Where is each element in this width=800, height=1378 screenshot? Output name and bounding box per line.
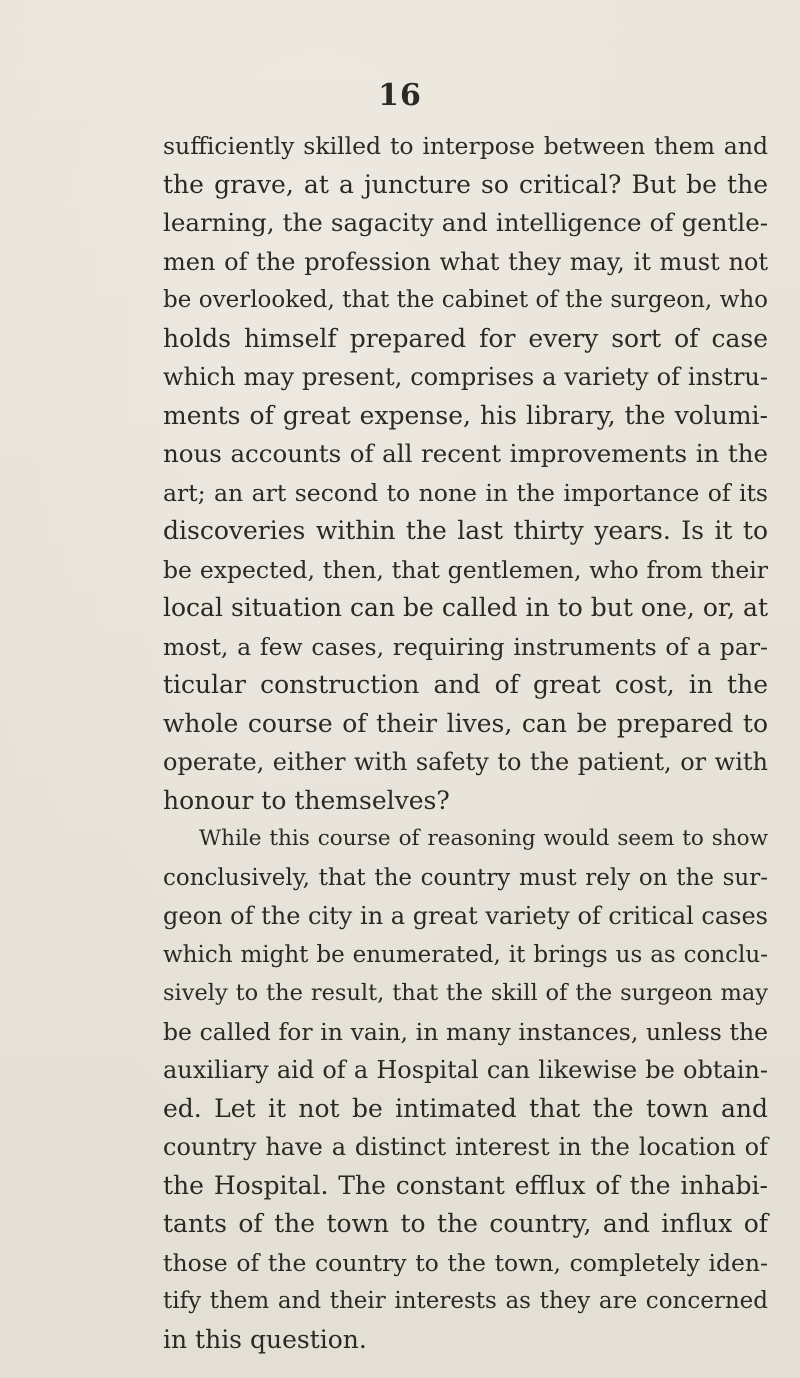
text-line: be overlooked, that the cabinet of the surgeon, who bbox=[163, 287, 768, 313]
body-text bbox=[163, 127, 768, 1359]
text-line: auxiliary aid of a Hospital can likewise be obtain- bbox=[163, 1056, 768, 1084]
text-line: sufficiently skilled to interpose between them and bbox=[163, 132, 768, 160]
text-line: learning, the sagacity and intelligence of gentle- bbox=[163, 208, 768, 237]
text-line: discoveries within the last thirty years. Is it to bbox=[163, 516, 768, 545]
text-line: country have a distinct interest in the location of bbox=[163, 1133, 768, 1161]
text-line: honour to themselves? bbox=[163, 785, 450, 815]
text-line: tify them and their interests as they are concerned bbox=[163, 1288, 768, 1314]
text-line: the Hospital. The constant efflux of the inhabi- bbox=[163, 1170, 768, 1200]
text-line: holds himself prepared for every sort of case bbox=[163, 323, 768, 353]
text-line: which might be enumerated, it brings us as conclu- bbox=[163, 941, 768, 968]
text-line: tants of the town to the country, and influx of bbox=[163, 1209, 768, 1238]
text-line: While this course of reasoning would seem to show bbox=[199, 826, 768, 851]
text-line: ticular construction and of great cost, in the bbox=[163, 670, 768, 699]
text-line: men of the profession what they may, it must not bbox=[163, 247, 768, 276]
text-line: which may present, comprises a variety of instru- bbox=[163, 363, 768, 391]
text-line: in this question. bbox=[163, 1324, 367, 1354]
text-line: those of the country to the town, completely iden- bbox=[163, 1248, 768, 1277]
text-line: be expected, then, that gentlemen, who from their bbox=[163, 555, 768, 584]
text-line: most, a few cases, requiring instruments of a par- bbox=[163, 632, 768, 661]
text-line: geon of the city in a great variety of critical cases bbox=[163, 902, 768, 930]
text-line: conclusively, that the country must rely on the sur- bbox=[163, 864, 768, 891]
text-line: ed. Let it not be intimated that the town and bbox=[163, 1093, 768, 1123]
text-line: be called for in vain, in many instances, unless the bbox=[163, 1017, 768, 1046]
text-line: sively to the result, that the skill of the surgeon may bbox=[163, 980, 768, 1006]
text-line: ments of great expense, his library, the volumi- bbox=[163, 400, 768, 430]
text-line: operate, either with safety to the patient, or with bbox=[163, 748, 768, 776]
text-line: whole course of their lives, can be prepared to bbox=[163, 708, 768, 738]
text-line: local situation can be called in to but one, or, at bbox=[163, 593, 768, 622]
page-number: 16 bbox=[378, 78, 422, 113]
text-line: the grave, at a juncture so critical? But be the bbox=[163, 169, 768, 199]
text-line: art; an art second to none in the importance of its bbox=[163, 478, 768, 507]
text-line: nous accounts of all recent improvements in the bbox=[163, 439, 768, 468]
